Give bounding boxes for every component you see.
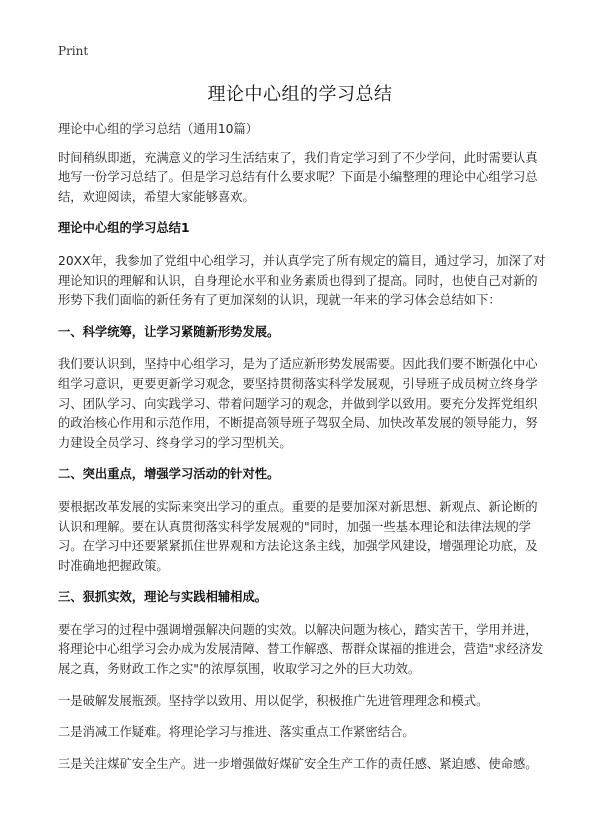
- paragraph-2: 我们要认识到，坚持中心组学习，是为了适应新形势发展需要。因此我们要不断强化中心组学习意识，更要更新学习观念，要坚持贯彻落实科学发展观，引导班子成员树立终身学习、团队学习、向实践学习、带着问题学习的观念，并做到学以致用。要充分发挥党组织的政治核心作用和示范作用，不断提高领导班子驾驭全局、加快改革发展的领导能力，努力建设全员学习、终身学习的学习型机关。: [58, 357, 538, 450]
- paragraph-4: 要在学习的过程中强调增强解决问题的实效。以解决问题为核心，踏实苦干，学用并进，将理论中心组学习会办成为发展清障、替工作解惑、帮群众谋福的推进会，营造"求经济发展之真，务财政工作之实"的浓厚氛围，收取学习之外的巨大功效。: [58, 622, 544, 677]
- point-3: 三是关注煤矿安全生产。进一步增强做好煤矿安全生产工作的责任感、紧迫感、使命感。: [58, 756, 538, 771]
- paragraph-1: 20XX年，我参加了党组中心组学习，并认真学完了所有规定的篇目，通过学习，加深了对理论知识的理解和认识，自身理论水平和业务素质也得到了提高。同时，也使自己对新的形势下我们面临的新任务有了更加深刻的认识，现就一年来的学习体会总结如下：: [58, 253, 546, 308]
- heading-1: 一、科学统筹，让学习紧随新形势发展。: [58, 324, 280, 339]
- section-title: 理论中心组的学习总结1: [58, 221, 190, 236]
- paragraph-3: 要根据改革发展的实际来突出学习的重点。重要的是要加深对新思想、新观点、新论断的认识和理解。要在认真贯彻落实科学发展观的"同时，加强一些基本理论和法律法规的学习。在学习中还要紧紧抓住世界观和方法论这条主线，加强学风建设，增强理论功底，及时准确地把握政策。: [58, 499, 538, 573]
- heading-2: 二、突出重点，增强学习活动的针对性。: [58, 467, 280, 482]
- page-title: 理论中心组的学习总结: [207, 84, 393, 105]
- document-subtitle: 理论中心组的学习总结（通用10篇）: [58, 122, 259, 136]
- intro-paragraph: 时间稍纵即逝，充满意义的学习生活结束了，我们肯定学习到了不少学问，此时需要认真地写一份学习总结了。但是学习总结有什么要求呢？下面是小编整理的理论中心组学习总结，欢迎阅读，希望大家能够喜欢。: [58, 150, 538, 204]
- heading-3: 三、狠抓实效，理论与实践相辅相成。: [58, 590, 268, 605]
- point-2: 二是消减工作疑难。将理论学习与推进、落实重点工作紧密结合。: [58, 725, 415, 740]
- print-link[interactable]: Print: [58, 44, 89, 58]
- point-1: 一是破解发展瓶颈。坚持学以致用、用以促学，积极推广先进管理理念和模式。: [58, 693, 489, 708]
- document-body: [58, 120, 548, 774]
